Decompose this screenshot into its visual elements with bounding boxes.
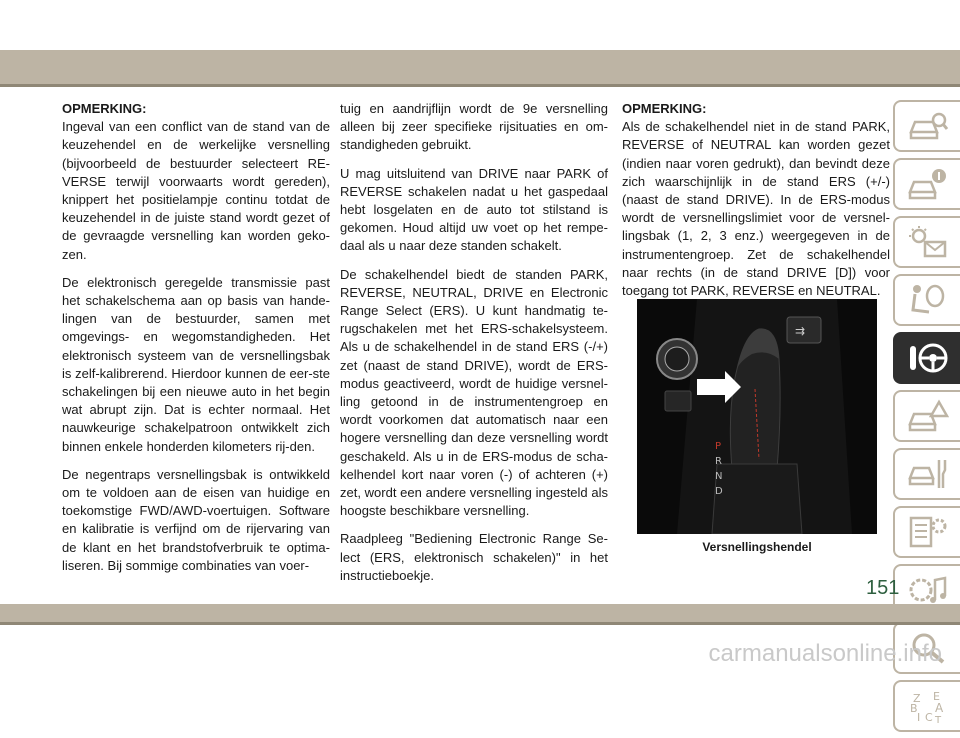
header-rule <box>0 84 960 87</box>
car-tools-icon <box>907 456 949 492</box>
tab-index[interactable] <box>893 680 960 732</box>
tab-emergency[interactable] <box>893 390 960 442</box>
paragraph: U mag uitsluitend van DRIVE naar PARK of REVERSE schakelen nadat u het gaspedaal hebt losgelaten en de auto tot stilstand is gekomen. Houd altijd uw voet op het rempe-daal als u naar deze standen schakelt. <box>340 165 608 254</box>
tab-car-info[interactable] <box>893 158 960 210</box>
music-note-gear-icon <box>907 572 949 608</box>
alphabet-index-icon <box>907 688 949 724</box>
car-warning-triangle-icon <box>907 398 949 434</box>
top-margin <box>0 0 960 50</box>
steering-wheel-key-icon <box>907 340 949 376</box>
tab-technical-specs[interactable] <box>893 506 960 558</box>
tab-maintenance[interactable] <box>893 448 960 500</box>
paragraph: De elektronisch geregelde transmissie past het schakelschema aan op basis van hande-lingen van de bestuurder, samen met omgevings- en wegomstandigheden. Het elektronisch systeem van de versnellingsbak is zelf-kalibrerend. Hierdoor kunnen de eer-ste schakelingen bij een nieuwe auto in het begin wat abrupt zijn. Dat is echter normaal. Het nauwkeurige schakelpatroon ontwikkelt zich binnen enkele honderden kilometers rij-den. <box>62 274 330 454</box>
note-heading: OPMERKING: <box>622 101 707 116</box>
paragraph: tuig en aandrijflijn wordt de 9e versnelling alleen bij zeer specifieke rijsituaties en om-standigheden gebruikt. <box>340 101 608 153</box>
text-column-2 <box>340 100 608 595</box>
header-band <box>0 50 960 84</box>
gear-letter: D <box>715 486 723 497</box>
svg-text:T: T <box>934 715 941 724</box>
gear-lever-photo <box>637 299 877 534</box>
tab-car-search[interactable] <box>893 100 960 152</box>
svg-text:I: I <box>916 711 920 724</box>
paragraph: Ingeval van een conflict van de stand van de keuzehendel en de werkelijke versnelling (bijvoorbeeld de bestuurder selecteert RE-VERSE terwijl voorwaarts wordt gereden), knippert het positielampje continu totdat de keuzehendel in de juiste stand wordt gezet of de gevraagde versnelling kan worden geko-zen. <box>62 119 330 262</box>
gear-letter: P <box>715 441 722 452</box>
svg-text:E: E <box>932 690 940 703</box>
text-column-1 <box>62 100 330 585</box>
figure-caption: Versnellingshendel <box>702 540 812 554</box>
gear-lever-illustration <box>637 299 877 534</box>
checklist-gear-icon <box>907 514 949 550</box>
svg-text:B: B <box>909 702 918 715</box>
svg-text:⇉: ⇉ <box>795 324 806 338</box>
gear-letter: N <box>715 471 723 482</box>
note-heading: OPMERKING: <box>62 101 147 116</box>
svg-text:A: A <box>934 701 943 715</box>
svg-text:Z: Z <box>912 692 921 705</box>
tab-warning-lights[interactable] <box>893 216 960 268</box>
tab-safety[interactable] <box>893 274 960 326</box>
paragraph: De negentraps versnellingsbak is ontwikkeld om te voldoen aan de eisen van huidige en toekomstige FWD/AWD-voertuigen. Software en kalibratie is verfijnd om de rijervaring van de klant en het brandstofverbruik te optima-liseren. Bij sommige combinaties van voer- <box>62 466 330 573</box>
airbag-seat-icon <box>907 282 949 318</box>
text-column-3 <box>622 100 890 310</box>
watermark: carmanualsonline.info <box>708 640 942 667</box>
svg-text:C: C <box>924 711 933 724</box>
warning-light-mail-icon <box>907 224 949 260</box>
footer-rule <box>0 622 960 625</box>
car-search-icon <box>907 108 949 144</box>
paragraph: De schakelhendel biedt de standen PARK, REVERSE, NEUTRAL, DRIVE en Electronic Range Select (ERS). U kunt handmatig te-rugschakelen met het ERS-schakelsysteem. Als u de schakelhendel in de stand ERS (-/+) zet (naast de stand DRIVE), wordt de ERS-modus geactiveerd, wordt de huidige versnel-ling getoond in de instrumentengroep en wordt voorkomen dat automatisch naar een hogere versnelling dan deze versnelling wordt geschakeld. Als u in de ERS-modus de scha-kelhendel kort naar voren (-) of achteren (+) zet, wordt een andere versnelling ingesteld als hoogste beschikbare versnelling. <box>340 266 608 519</box>
footer-band <box>0 604 960 622</box>
paragraph: Raadpleeg "Bediening Electronic Range Se-lect (ERS, elektronisch schakelen)" in het instructieboekje. <box>340 531 608 583</box>
car-info-icon <box>907 166 949 202</box>
gear-letter: R <box>715 456 722 467</box>
paragraph: Als de schakelhendel niet in de stand PARK, REVERSE of NEUTRAL kan worden gezet (indien naar voren gedrukt), dan bevindt deze zich waarschijnlijk in de stand ERS (+/-) (naast de stand DRIVE). In de ERS-modus wordt de versnellingslimiet voor de versnel-lingsbak (1, 2, 3 enz.) weergegeven in de instrumentengroep. Zet de schakelhendel naar rechts (in de stand DRIVE [D]) voor toegang tot PARK, REVERSE en NEUTRAL. <box>622 119 890 299</box>
tab-starting-driving[interactable] <box>893 332 960 384</box>
page-number: 151 <box>866 577 900 599</box>
